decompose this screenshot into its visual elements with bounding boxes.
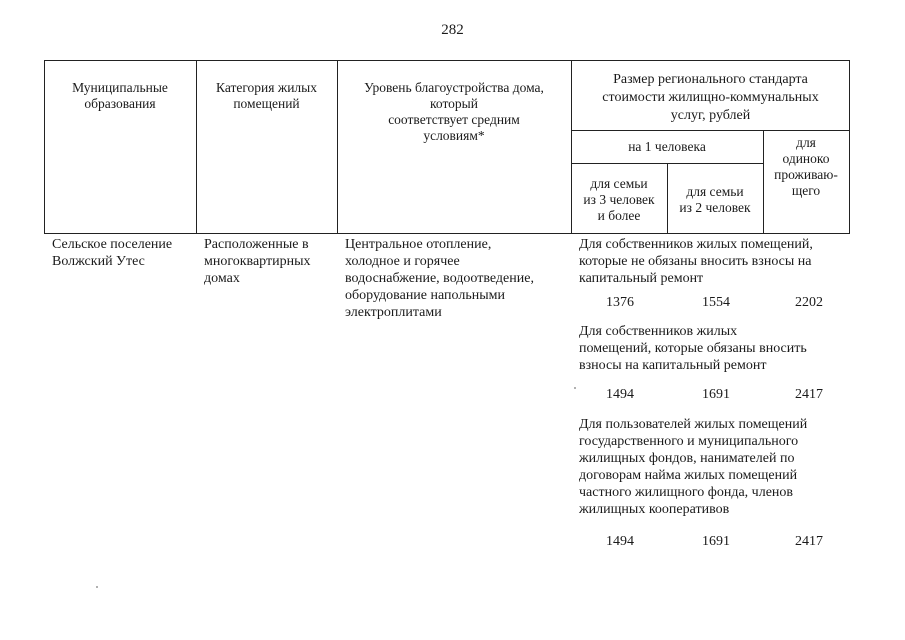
group-3-single-value: 2417 — [795, 534, 823, 549]
row-municipality: Сельское поселение Волжский Утес — [52, 237, 173, 269]
header-per-person: на 1 человека — [628, 139, 706, 154]
header-single: для одиноко проживаю- щего — [774, 135, 838, 198]
group-2-family2-value: 1691 — [702, 387, 730, 402]
header-level: Уровень благоустройства дома, который соответствует средним условиям* — [364, 80, 544, 143]
header-top-border — [44, 60, 850, 61]
group-3-family2-value: 1691 — [702, 534, 730, 549]
row-category: Расположенные в многоквартирных домах — [204, 237, 311, 286]
header-bottom-border — [44, 233, 850, 234]
header-family-3: для семьи из 3 человек и более — [583, 176, 655, 223]
subheader-divider-2 — [571, 163, 763, 164]
group-2-single-value: 2417 — [795, 387, 823, 402]
group-3-family3-value: 1494 — [606, 534, 634, 549]
group-1-single-value: 2202 — [795, 295, 823, 310]
group-1-family2-value: 1554 — [702, 295, 730, 310]
header-municipality: Муниципальные образования — [72, 80, 168, 111]
group-2-family3-value: 1494 — [606, 387, 634, 402]
group-1-family3-value: 1376 — [606, 295, 634, 310]
header-standard-size: Размер регионального стандарта стоимости жилищно-коммунальных услуг, рублей — [602, 72, 819, 123]
header-family-2: для семьи из 2 человек — [679, 184, 751, 215]
page-number: 282 — [441, 22, 464, 38]
group-2-label: Для собственников жилых помещений, которые обязаны вносить взносы на капитальный ремонт — [579, 324, 807, 373]
table-header — [44, 60, 850, 234]
scan-speck — [96, 586, 98, 588]
scan-speck — [574, 387, 576, 389]
group-3-label: Для пользователей жилых помещений государственного и муниципального жилищных фондов, нанимателей по договорам найма жилых помещений частного жилищного фонда, членов жилищных кооперативов — [579, 417, 808, 517]
row-level: Центральное отопление, холодное и горячее водоснабжение, водоотведение, оборудование напольными электроплитами — [345, 237, 534, 320]
subheader-divider-1 — [571, 130, 850, 131]
header-category: Категория жилых помещений — [216, 80, 317, 111]
group-1-label: Для собственников жилых помещений, которые не обязаны вносить взносы на капитальный ремонт — [579, 237, 813, 286]
